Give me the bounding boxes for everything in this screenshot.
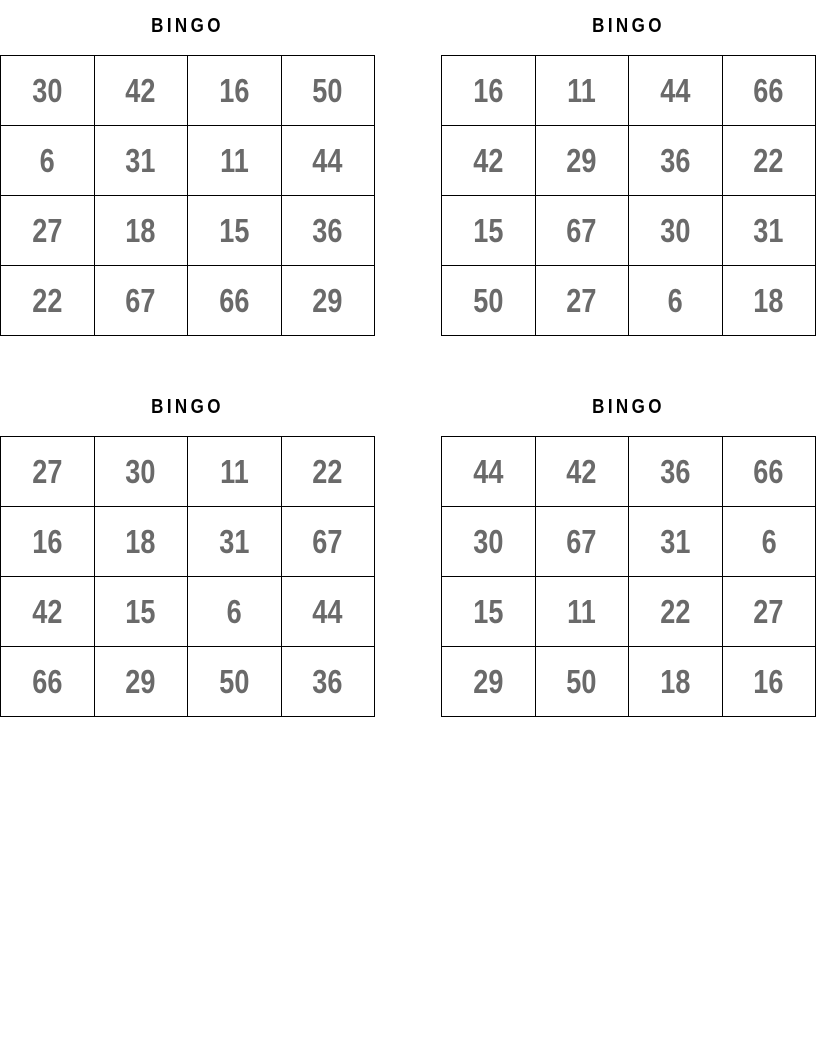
- bingo-cell: [95, 196, 189, 266]
- bingo-number: 16: [473, 71, 504, 109]
- bingo-number: 42: [32, 592, 63, 630]
- bingo-cell: [1, 507, 95, 577]
- bingo-number: 50: [473, 281, 504, 319]
- bingo-cell: [442, 266, 536, 336]
- bingo-cell: [536, 647, 630, 717]
- bingo-number: 67: [312, 522, 343, 560]
- bingo-cell: [188, 647, 282, 717]
- bingo-grid: [0, 436, 375, 717]
- bingo-number: 31: [125, 141, 156, 179]
- bingo-number: 44: [473, 452, 504, 490]
- bingo-number: 42: [566, 452, 597, 490]
- bingo-cell: [723, 266, 816, 336]
- bingo-cell: [95, 56, 189, 126]
- bingo-cell: [95, 437, 189, 507]
- bingo-cell: [442, 126, 536, 196]
- bingo-cell: [1, 126, 95, 196]
- bingo-number: 66: [753, 71, 784, 109]
- bingo-number: 44: [660, 71, 691, 109]
- bingo-cell: [442, 196, 536, 266]
- bingo-grid: [441, 436, 816, 717]
- bingo-cell: [536, 577, 630, 647]
- bingo-cell: [723, 56, 816, 126]
- bingo-cell: [1, 196, 95, 266]
- bingo-number: 30: [125, 452, 156, 490]
- bingo-cell: [95, 507, 189, 577]
- bingo-cell: [629, 647, 723, 717]
- bingo-cell: [629, 266, 723, 336]
- bingo-cell: [629, 56, 723, 126]
- bingo-number: 44: [312, 592, 343, 630]
- bingo-number: 18: [125, 211, 156, 249]
- bingo-cell: [629, 577, 723, 647]
- bingo-number: 11: [219, 452, 249, 490]
- bingo-cell: [536, 507, 630, 577]
- bingo-number: 36: [312, 211, 343, 249]
- card-title: BINGO: [151, 15, 224, 37]
- bingo-number: 15: [219, 211, 250, 249]
- bingo-grid: [0, 55, 375, 336]
- bingo-cell: [442, 56, 536, 126]
- bingo-number: 18: [753, 281, 784, 319]
- bingo-number: 11: [567, 71, 597, 109]
- bingo-grid: [441, 55, 816, 336]
- bingo-cell: [536, 437, 630, 507]
- bingo-number: 31: [753, 211, 784, 249]
- bingo-number: 6: [761, 522, 777, 560]
- bingo-number: 67: [566, 211, 597, 249]
- bingo-number: 50: [219, 662, 250, 700]
- bingo-cell: [723, 507, 816, 577]
- bingo-number: 15: [473, 211, 504, 249]
- bingo-cell: [536, 266, 630, 336]
- bingo-number: 66: [32, 662, 63, 700]
- bingo-number: 50: [312, 71, 343, 109]
- bingo-number: 31: [219, 522, 250, 560]
- bingo-number: 15: [473, 592, 504, 630]
- bingo-cell: [536, 196, 630, 266]
- bingo-number: 22: [32, 281, 63, 319]
- bingo-number: 6: [667, 281, 683, 319]
- bingo-number: 27: [32, 452, 63, 490]
- bingo-cell: [723, 577, 816, 647]
- bingo-number: 30: [660, 211, 691, 249]
- bingo-cell: [282, 647, 376, 717]
- bingo-number: 18: [125, 522, 156, 560]
- bingo-cell: [723, 196, 816, 266]
- bingo-number: 29: [312, 281, 343, 319]
- bingo-number: 22: [312, 452, 343, 490]
- bingo-cell: [282, 577, 376, 647]
- bingo-number: 36: [312, 662, 343, 700]
- card-title: BINGO: [592, 396, 665, 418]
- bingo-cell: [188, 437, 282, 507]
- bingo-number: 36: [660, 452, 691, 490]
- bingo-cell: [723, 437, 816, 507]
- bingo-number: 67: [125, 281, 156, 319]
- bingo-number: 27: [32, 211, 63, 249]
- card-title: BINGO: [151, 396, 224, 418]
- bingo-cell: [442, 577, 536, 647]
- bingo-cell: [282, 126, 376, 196]
- bingo-number: 6: [226, 592, 242, 630]
- bingo-cell: [442, 437, 536, 507]
- bingo-cell: [536, 126, 630, 196]
- bingo-cell: [188, 507, 282, 577]
- bingo-cell: [188, 266, 282, 336]
- bingo-number: 36: [660, 141, 691, 179]
- bingo-number: 11: [567, 592, 597, 630]
- bingo-number: 22: [753, 141, 784, 179]
- bingo-card-4: [441, 393, 816, 717]
- bingo-number: 27: [753, 592, 784, 630]
- bingo-cell: [1, 647, 95, 717]
- bingo-number: 11: [219, 141, 249, 179]
- bingo-number: 18: [660, 662, 691, 700]
- bingo-number: 16: [219, 71, 250, 109]
- bingo-number: 42: [473, 141, 504, 179]
- bingo-number: 22: [660, 592, 691, 630]
- bingo-card-1: [0, 12, 375, 336]
- bingo-cell: [188, 577, 282, 647]
- bingo-number: 16: [753, 662, 784, 700]
- card-title: BINGO: [592, 15, 665, 37]
- bingo-cell: [282, 437, 376, 507]
- bingo-cell: [188, 126, 282, 196]
- bingo-cell: [188, 196, 282, 266]
- bingo-number: 67: [566, 522, 597, 560]
- bingo-cell: [95, 266, 189, 336]
- bingo-cell: [1, 56, 95, 126]
- bingo-cell: [723, 126, 816, 196]
- bingo-number: 29: [125, 662, 156, 700]
- bingo-cell: [1, 266, 95, 336]
- bingo-number: 29: [566, 141, 597, 179]
- bingo-number: 15: [125, 592, 156, 630]
- bingo-number: 50: [566, 662, 597, 700]
- bingo-cell: [629, 437, 723, 507]
- bingo-cell: [282, 196, 376, 266]
- bingo-cell: [1, 437, 95, 507]
- bingo-cell: [188, 56, 282, 126]
- bingo-number: 31: [660, 522, 691, 560]
- bingo-cell: [1, 577, 95, 647]
- bingo-cell: [629, 507, 723, 577]
- bingo-cell: [442, 507, 536, 577]
- bingo-cell: [536, 56, 630, 126]
- bingo-number: 42: [125, 71, 156, 109]
- bingo-cell: [629, 196, 723, 266]
- bingo-number: 27: [566, 281, 597, 319]
- bingo-cell: [95, 577, 189, 647]
- bingo-number: 66: [219, 281, 250, 319]
- bingo-number: 6: [39, 141, 55, 179]
- bingo-cell: [442, 647, 536, 717]
- bingo-number: 44: [312, 141, 343, 179]
- bingo-cell: [282, 56, 376, 126]
- bingo-number: 66: [753, 452, 784, 490]
- bingo-card-2: [441, 12, 816, 336]
- bingo-card-3: [0, 393, 375, 717]
- bingo-cell: [723, 647, 816, 717]
- bingo-cell: [629, 126, 723, 196]
- bingo-number: 30: [473, 522, 504, 560]
- bingo-cell: [95, 647, 189, 717]
- bingo-cell: [282, 266, 376, 336]
- bingo-cell: [95, 126, 189, 196]
- bingo-cell: [282, 507, 376, 577]
- bingo-number: 29: [473, 662, 504, 700]
- bingo-number: 30: [32, 71, 63, 109]
- bingo-number: 16: [32, 522, 63, 560]
